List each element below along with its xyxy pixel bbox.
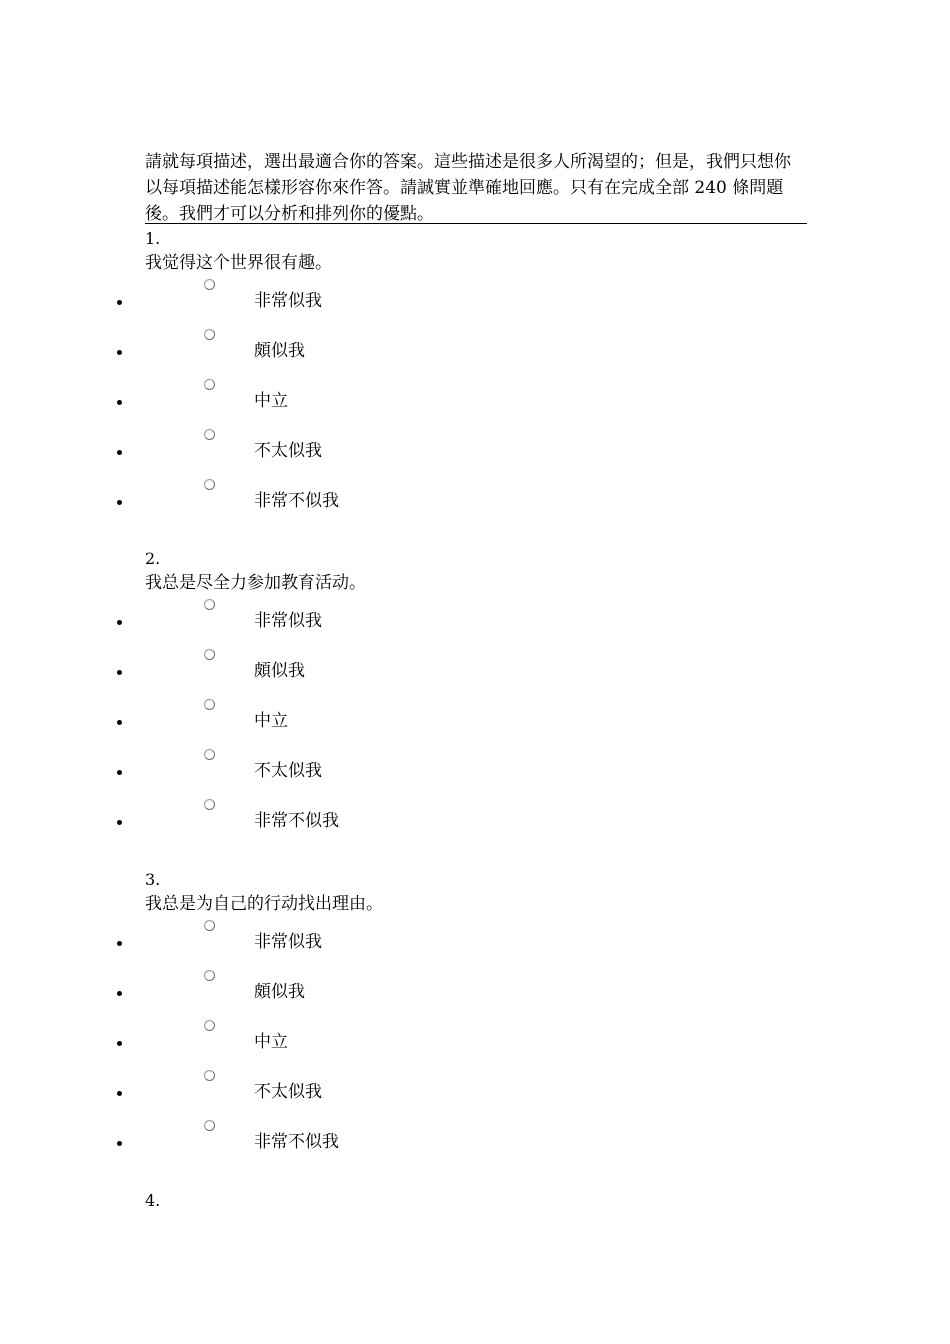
bullet-icon xyxy=(117,300,122,305)
option-neutral xyxy=(0,699,950,749)
bullet-icon xyxy=(117,1091,122,1096)
bullet-icon xyxy=(117,620,122,625)
radio-button[interactable] xyxy=(204,970,215,981)
option-very-like-me xyxy=(0,599,950,649)
option-label: 非常似我 xyxy=(254,291,322,311)
option-very-unlike-me xyxy=(0,799,950,849)
option-label: 中立 xyxy=(254,1032,288,1052)
radio-button[interactable] xyxy=(204,429,215,440)
option-not-much-like-me xyxy=(0,1070,950,1120)
radio-button[interactable] xyxy=(204,1070,215,1081)
option-not-much-like-me xyxy=(0,749,950,799)
radio-button[interactable] xyxy=(204,329,215,340)
question-number: 4. xyxy=(145,1191,161,1210)
question-number: 2. xyxy=(145,549,161,568)
bullet-icon xyxy=(117,350,122,355)
question-text: 我总是尽全力参加教育活动。 xyxy=(145,573,366,593)
option-label: 非常不似我 xyxy=(254,811,339,831)
option-very-unlike-me xyxy=(0,1120,950,1170)
radio-button[interactable] xyxy=(204,599,215,610)
option-label: 頗似我 xyxy=(254,341,305,361)
question-text: 我觉得这个世界很有趣。 xyxy=(145,253,332,273)
option-label: 非常似我 xyxy=(254,611,322,631)
bullet-icon xyxy=(117,670,122,675)
option-label: 非常似我 xyxy=(254,932,322,952)
option-label: 不太似我 xyxy=(254,1082,322,1102)
question-number: 1. xyxy=(145,229,161,248)
bullet-icon xyxy=(117,1141,122,1146)
bullet-icon xyxy=(117,770,122,775)
option-quite-like-me xyxy=(0,649,950,699)
option-label: 不太似我 xyxy=(254,441,322,461)
option-label: 中立 xyxy=(254,391,288,411)
radio-button[interactable] xyxy=(204,649,215,660)
option-neutral xyxy=(0,1020,950,1070)
option-label: 非常不似我 xyxy=(254,491,339,511)
radio-button[interactable] xyxy=(204,699,215,710)
option-neutral xyxy=(0,379,950,429)
option-not-much-like-me xyxy=(0,429,950,479)
option-label: 非常不似我 xyxy=(254,1132,339,1152)
bullet-icon xyxy=(117,450,122,455)
option-quite-like-me xyxy=(0,329,950,379)
option-very-unlike-me xyxy=(0,479,950,529)
bullet-icon xyxy=(117,720,122,725)
option-very-like-me xyxy=(0,279,950,329)
option-very-like-me xyxy=(0,920,950,970)
radio-button[interactable] xyxy=(204,379,215,390)
radio-button[interactable] xyxy=(204,749,215,760)
radio-button[interactable] xyxy=(204,920,215,931)
bullet-icon xyxy=(117,500,122,505)
radio-button[interactable] xyxy=(204,479,215,490)
instructions-text: 請就每項描述，選出最適合你的答案。這些描述是很多人所渴望的；但是，我們只想你以每項描述能怎樣形容你來作答。請誠實並準確地回應。只有在完成全部 240 條問題後。我們才可以分析和排列你的優點。 xyxy=(145,149,807,224)
option-label: 中立 xyxy=(254,711,288,731)
option-label: 頗似我 xyxy=(254,661,305,681)
bullet-icon xyxy=(117,991,122,996)
bullet-icon xyxy=(117,820,122,825)
radio-button[interactable] xyxy=(204,1020,215,1031)
option-label: 不太似我 xyxy=(254,761,322,781)
question-text: 我总是为自己的行动找出理由。 xyxy=(145,894,383,914)
radio-button[interactable] xyxy=(204,799,215,810)
bullet-icon xyxy=(117,1041,122,1046)
question-number: 3. xyxy=(145,870,161,889)
option-label: 頗似我 xyxy=(254,982,305,1002)
radio-button[interactable] xyxy=(204,1120,215,1131)
option-quite-like-me xyxy=(0,970,950,1020)
bullet-icon xyxy=(117,400,122,405)
radio-button[interactable] xyxy=(204,279,215,290)
bullet-icon xyxy=(117,941,122,946)
